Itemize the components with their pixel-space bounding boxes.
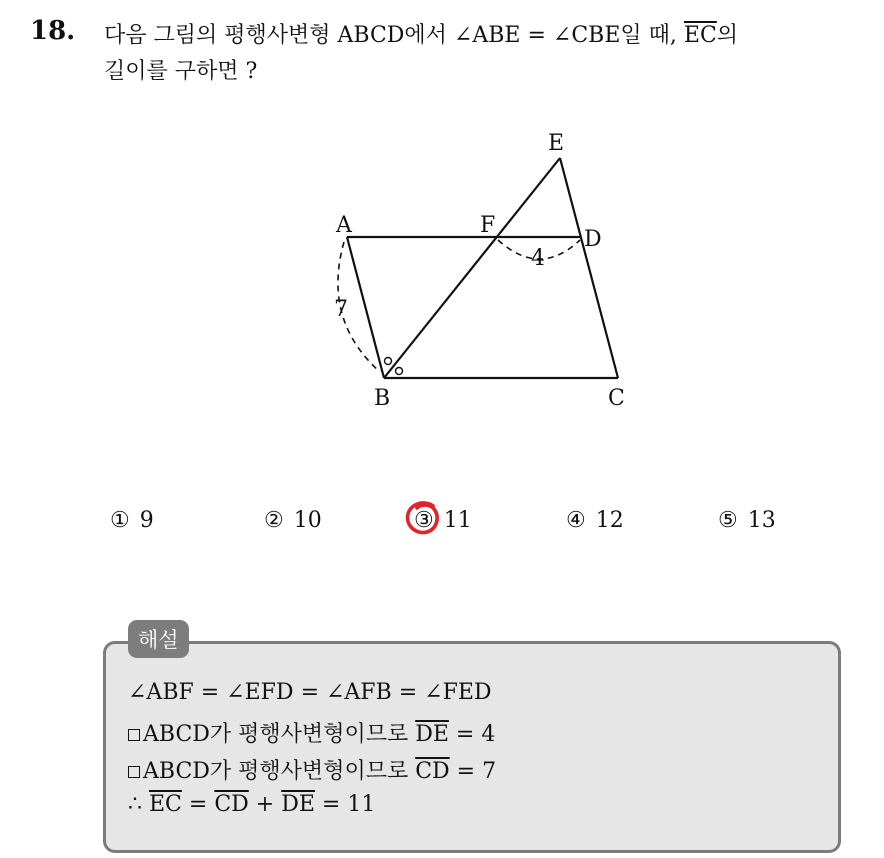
- question-line-1-text: 다음 그림의 평행사변형 ABCD에서 ∠ABE = ∠CBE일 때,: [104, 23, 684, 48]
- segment-cd: $\overline{CD}$: [415, 759, 450, 784]
- solution-tag: 해설: [128, 620, 189, 658]
- choice-5-value: 13: [747, 508, 776, 533]
- solution-result: = 11: [314, 792, 376, 817]
- label-c: C: [608, 386, 625, 411]
- choice-5-mark: ⑤: [718, 508, 738, 533]
- question-text: [104, 18, 864, 90]
- question-line-2: 길이를 구하면 ?: [104, 59, 258, 84]
- solution-line-4: [128, 792, 375, 817]
- solution-line-2-text: ABCD가 평행사변형이므로: [143, 722, 416, 747]
- solution-line-3: [128, 754, 496, 785]
- solution-line-1: ∠ABF = ∠EFD = ∠AFB = ∠FED: [128, 680, 492, 705]
- choice-1-mark: ①: [110, 508, 130, 533]
- choice-2[interactable]: [264, 508, 322, 533]
- solution-line-3-text: ABCD가 평행사변형이므로: [143, 759, 416, 784]
- choice-3[interactable]: [414, 508, 472, 533]
- choice-2-mark: ②: [264, 508, 284, 533]
- segment-de: $\overline{DE}$: [415, 722, 449, 747]
- label-f: F: [480, 213, 496, 238]
- choice-3-mark: ③: [414, 508, 434, 533]
- label-e: E: [548, 131, 565, 156]
- solution-line-3-tail: = 7: [449, 759, 497, 784]
- plus-sign: +: [248, 792, 282, 817]
- label-a: A: [336, 213, 352, 238]
- question-line-1-tail: 의: [716, 23, 739, 48]
- segment-de-2: $\overline{DE}$: [281, 792, 315, 817]
- label-b: B: [374, 386, 391, 411]
- choice-2-value: 10: [293, 508, 322, 533]
- square-icon: [128, 766, 140, 778]
- label-length-ab: 7: [334, 297, 348, 322]
- label-length-fd: 4: [531, 246, 545, 271]
- edge-ce: [560, 158, 618, 378]
- choice-4-mark: ④: [566, 508, 586, 533]
- choice-5[interactable]: [718, 508, 776, 533]
- choice-1[interactable]: [110, 508, 154, 533]
- angle-mark-1: [385, 358, 392, 365]
- segment-ec-2: $\overline{EC}$: [149, 792, 182, 817]
- choice-4-value: 12: [595, 508, 624, 533]
- parallelogram-figure: [300, 120, 660, 420]
- question-line-1: [104, 18, 864, 54]
- answer-choices: [0, 508, 884, 538]
- choice-1-value: 9: [139, 508, 154, 533]
- angle-mark-2: [396, 368, 403, 375]
- choice-3-value: 11: [443, 508, 472, 533]
- equals-sign-1: =: [181, 792, 215, 817]
- square-icon: [128, 729, 140, 741]
- segment-ec: $\overline{EC}$: [683, 23, 717, 48]
- label-d: D: [584, 227, 602, 252]
- choice-4[interactable]: [566, 508, 624, 533]
- solution-line-2-tail: = 4: [448, 722, 496, 747]
- solution-line-2: [128, 717, 495, 748]
- therefore-sign: ∴: [128, 792, 149, 817]
- question-number: 18.: [30, 16, 76, 46]
- segment-cd-2: $\overline{CD}$: [214, 792, 249, 817]
